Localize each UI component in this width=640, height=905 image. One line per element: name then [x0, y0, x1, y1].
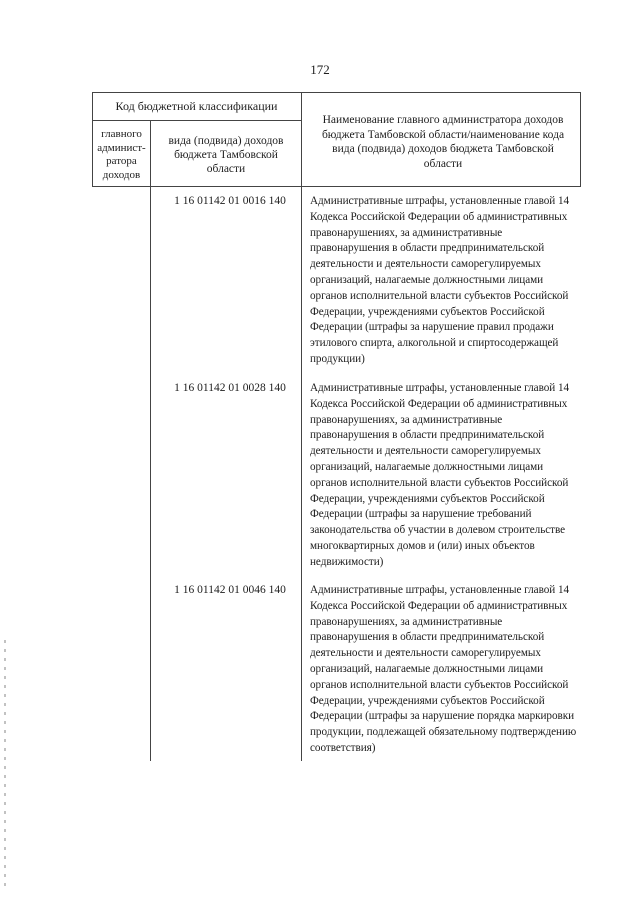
row-3-description: Административные штрафы, установленные главой 14 Кодекса Российской Федерации об административных правонарушениях, за административные правонарушения в области предпринимательской деятельности и деятельности саморегулируемых организаций, налагаемые должностными лицами органов исполнительной власти субъектов Российской Федерации, учреждениями субъектов Российской Федерации (штрафы за нарушение порядка маркировки продукции, подлежащей обязательному подтверждению соответствия) [310, 584, 577, 754]
header-top-line [92, 92, 581, 93]
header-col-divider [150, 120, 151, 186]
page-number: 172 [310, 62, 330, 77]
header-group-underline [92, 120, 301, 121]
body-col-divider [301, 92, 302, 761]
header-col-name: Наименование главного администратора доходов бюджета Тамбовской области/наименование кода вида (подвида) доходов бюджета Тамбовской области [321, 114, 565, 170]
row-2-description: Административные штрафы, установленные главой 14 Кодекса Российской Федерации об административных правонарушениях, за административные правонарушения в области предпринимательской деятельности и деятельности саморегулируемых организаций, налагаемые должностными лицами органов исполнительной власти субъектов Российской Федерации, учреждениями субъектов Российской Федерации (штрафы за нарушение требований законодательства об участии в долевом строительстве многоквартирных домов и (или) иных объектов недвижимости) [310, 382, 570, 568]
header-group-title: Код бюджетной классификации [115, 99, 278, 113]
row-3-code: 1 16 01142 01 0046 140 [174, 584, 286, 596]
header-bottom-line [92, 186, 581, 187]
row-1-description: Административные штрафы, установленные главой 14 Кодекса Российской Федерации об административных правонарушениях, за административные правонарушения в области предпринимательской деятельности и деятельности саморегулируемых организаций, налагаемые должностными лицами органов исполнительной власти субъектов Российской Федерации, учреждениями субъектов Российской Федерации (штрафы за нарушение правил продажи этилового спирта, алкогольной и спиртосодержащей продукции) [310, 195, 570, 365]
header-col-code: вида (подвида) доходов бюджета Тамбовской области [168, 135, 284, 175]
scan-margin-marks [4, 640, 6, 890]
header-right-border [580, 92, 581, 186]
body-left-border [150, 186, 151, 761]
row-1-code: 1 16 01142 01 0016 140 [174, 195, 286, 207]
row-2-code: 1 16 01142 01 0028 140 [174, 382, 286, 394]
header-col-admin: главного админист-ратора доходов [97, 128, 146, 181]
